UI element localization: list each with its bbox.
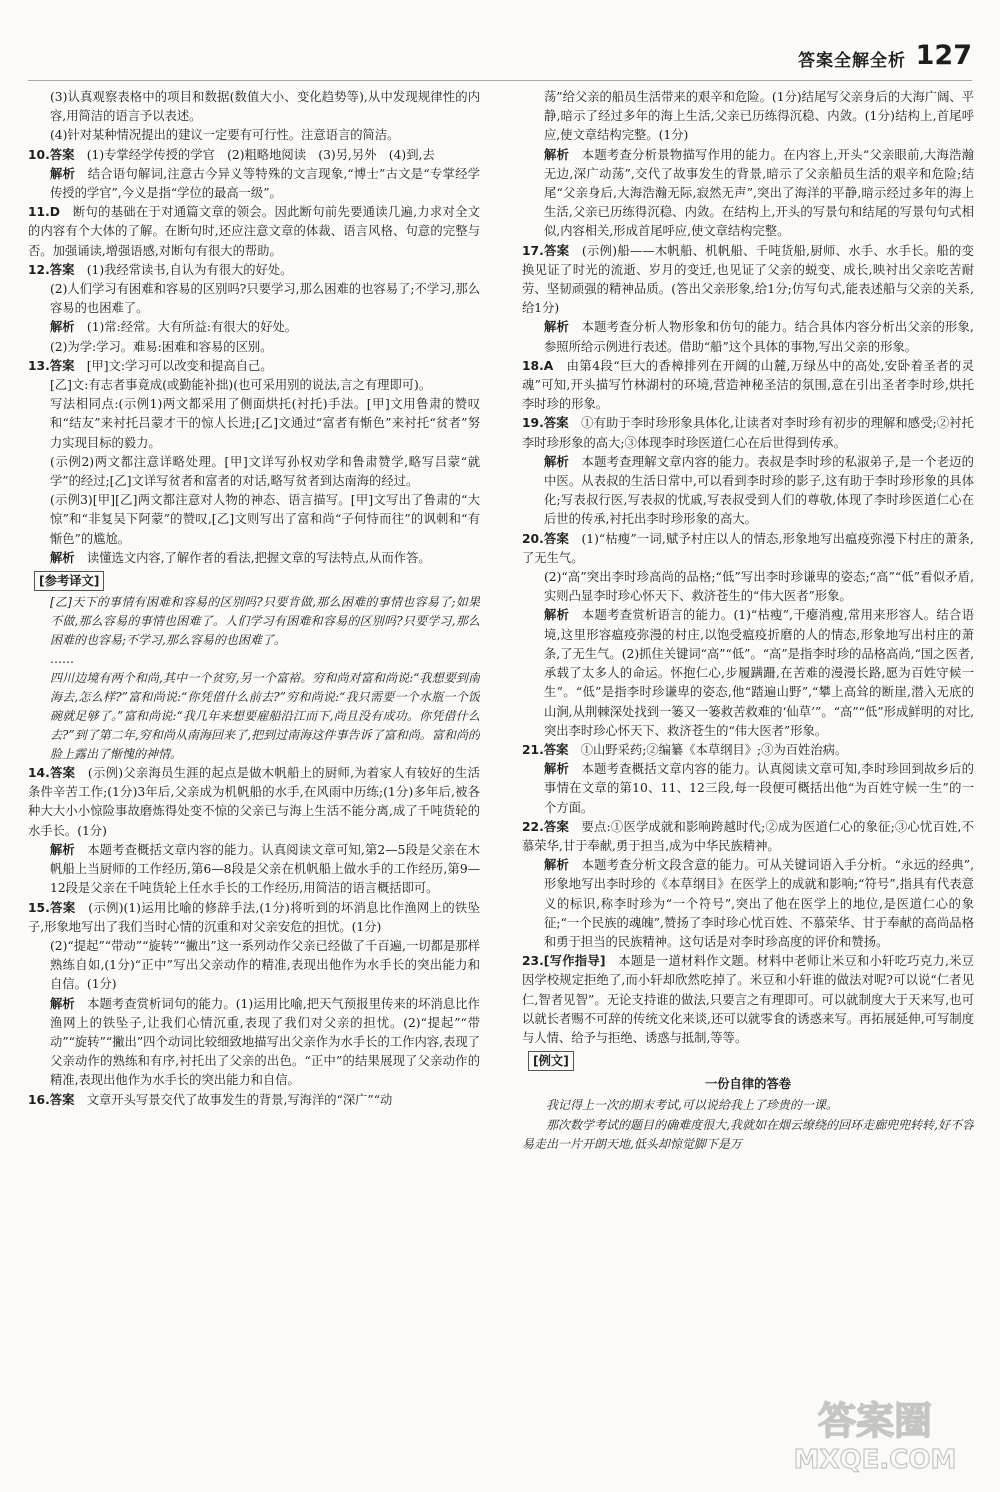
answer-text: 本题是一道材料作文题。材料中老师让米豆和小轩吃巧克力,米豆因学校规定拒绝了,而小轩却欣然吃掉了。米豆和小轩谁的做法对呢?可以说“仁者见仁,智者见智”。无论支持谁的做法,只要言之有理即可。可以就制度大于天来写,也可以就长者赐不可辞的传统文化来谈,还可以就零食的诱惑来写。再拓展延伸,可写制度与人情、给予与拒绝、诱惑与抵制,等等。	[522, 954, 974, 1045]
answer-text: (1)“枯瘦”一词,赋予村庄以人的情态,形象地写出瘟疫弥漫下村庄的萧条,了无生气。	[522, 531, 974, 565]
answer-label: 14.答案	[28, 766, 76, 781]
answer-paragraph	[28, 453, 480, 491]
answer-item	[522, 818, 974, 856]
answer-text: (1)专掌经学传授的学官 (2)粗略地阅读 (3)另,另外 (4)到,去	[86, 147, 435, 162]
answer-item	[522, 242, 974, 319]
answer-paragraph	[28, 88, 480, 126]
answer-item	[522, 952, 974, 1048]
answer-text: (4)针对某种情况提出的建议一定要有可行性。注意语言的简洁。	[50, 128, 400, 143]
answer-label: 13.答案	[28, 358, 75, 373]
watermark-url: MXQE.COM	[793, 1445, 957, 1475]
translation-paragraph: [乙]天下的事情有困难和容易的区别吗?只要肯做,那么困难的事情也容易了;如果不做,那么容易的事情也困难了。人们学习有困难和容易的区别吗?只要学习,那么困难的也容易;不学习,那么容易的也困难了。	[50, 595, 480, 648]
answer-paragraph	[522, 856, 974, 952]
answer-paragraph	[28, 376, 480, 395]
answer-label: 解析	[50, 996, 75, 1011]
essay-paragraph: 那次数学考试的题目的确难度很大,我就如在烟云缭绕的回环走廊兜兜转转,好不容易走出一片开朗天地,低头却惊觉脚下是万	[522, 1117, 974, 1151]
answer-item	[28, 357, 480, 376]
translation-paragraph: 四川边境有两个和尚,其中一个贫穷,另一个富裕。穷和尚对富和尚说:“我想要到南海去,怎么样?”富和尚说:“你凭借什么前去?”穷和尚说:“我只需要一个水瓶一个饭碗就足够了。”富和尚说:“我几年来想要雇船沿江而下,尚且没有成功。你凭借什么去?”到了第二年,穷和尚从南海回来了,把到过南海这件事告诉了富和尚。富和尚的脸上露出了惭愧的神情。	[50, 671, 480, 762]
answer-item	[522, 357, 974, 415]
answer-text: (示例)父亲海员生涯的起点是做木帆船上的厨师,为着家人有较好的生活条件辛苦工作;(1分)3年后,父亲成为机帆船的水手,在风雨中历练;(1分)多年后,被各种大大小小惊险事故磨炼得处变不惊的父亲已与海上生活不能分离,成了千吨货轮的水手长。(1分)	[28, 766, 480, 838]
watermark-text: 答案圈	[817, 1399, 933, 1443]
section-label: [例文]	[528, 1051, 574, 1071]
answer-label: 解析	[544, 608, 570, 623]
answer-paragraph	[28, 995, 480, 1091]
answer-label: 解析	[544, 858, 570, 873]
answer-label: 15.答案	[28, 900, 76, 915]
section-label-row	[28, 568, 480, 593]
answer-text: (示例)船——木帆船、机帆船、千吨货船,厨师、水手、水手长。船的变换见证了时光的流逝、岁月的变迁,也见证了父亲的蜕变、成长,映衬出父亲吃苦耐劳、坚韧顽强的精神品质。(答出父亲形象,给1分;仿写句式,能表述船与父亲的关系,给1分)	[522, 243, 974, 316]
answer-paragraph	[28, 338, 480, 357]
answer-label: 解析	[544, 762, 570, 777]
answer-text: 本题考查分析文段含意的能力。可从关键词语入手分析。“永远的经典”,形象地写出李时珍的《本草纲目》在医学上的成就和影响;“符号”,指具有代表意义的标识,称李时珍为“一个符号”,突出了他在医学上的地位,是医道仁心的象征;“一个民族的魂魄”,赞扬了李时珍心忧百姓、不慕荣华、甘于奉献的高尚品格和勇于担当的民族精神。这句话是对李时珍高度的评价和赞扬。	[544, 858, 974, 949]
answer-text: (2)人们学习有困难和容易的区别吗?只要学习,那么困难的也容易了;不学习,那么容易的也困难了。	[50, 282, 480, 316]
answer-text: 荡”给父亲的船员生活带来的艰辛和危险。(1分)结尾写父亲身后的大海广阔、平静,暗示了经过多年的海上生活,父亲已历练得沉稳、内敛。(1分)结构上,首尾呼应,使文章结构完整。(1分)	[544, 90, 974, 143]
answer-label: 解析	[544, 320, 570, 335]
answer-text: ①山野采药;②编纂《本草纲目》;③为百姓治病。	[580, 742, 848, 757]
answer-text: 文章开头写景交代了故事发生的背景,写海洋的“深广”“动	[86, 1092, 393, 1107]
answer-paragraph	[28, 165, 480, 203]
answer-item	[522, 530, 974, 568]
answer-paragraph	[522, 568, 974, 606]
answer-label: 22.答案	[522, 819, 570, 834]
answer-text: 本题考查理解文章内容的能力。表叔是李时珍的私淑弟子,是一个老迈的中医。从表叔的生活日常中,可以看到李时珍的影子,这有助于李时珍形象的具体化;写表叔行医,写表叔的忧戚,写表叔受到人们的尊敬,体现了李时珍医道仁心在后世的传承,衬托出李时珍形象的高大。	[544, 454, 974, 527]
answer-text: 断句的基础在于对通篇文章的领会。因此断句前先要通读几遍,力求对全文的内容有个大体的了解。在断句时,还应注意文章的体裁、语言风格、句意的完整与否。加强诵读,增强语感,对断句有很大的帮助。	[28, 205, 480, 258]
answer-paragraph	[28, 126, 480, 145]
answer-label: 17.答案	[522, 243, 570, 258]
page-header	[28, 40, 972, 81]
answer-text: (2)“高”突出李时珍高尚的品格;“低”写出李时珍谦卑的姿态;“高”“低”看似矛盾,实则凸显李时珍心怀天下、救济苍生的“伟大医者”形象。	[544, 570, 974, 604]
answer-paragraph	[522, 88, 974, 146]
answer-item	[28, 899, 480, 937]
answer-item	[28, 764, 480, 841]
answer-label: 20.答案	[522, 531, 569, 546]
answer-paragraph	[28, 841, 480, 899]
answer-item	[28, 146, 480, 165]
answer-label: 解析	[50, 166, 76, 181]
answer-label: 解析	[50, 550, 75, 565]
answer-text: [乙]文:有志者事竟成(或勤能补拙)(也可采用别的说法,言之有理即可)。	[50, 378, 432, 393]
answer-text: (3)认真观察表格中的项目和数据(数值大小、变化趋势等),从中发现规律性的内容,用简洁的语言予以表述。	[50, 90, 480, 124]
answer-label: 解析	[50, 842, 75, 857]
answer-text: 结合语句解词,注意古今异义等特殊的文言现象,“博士”古文是“专掌经学传授的学官”,今义是指“学位的最高一级”。	[50, 166, 480, 201]
translation-paragraph: ……	[50, 652, 74, 667]
answer-text: 要点:①医学成就和影响跨越时代;②成为医道仁心的象征;③心忧百姓,不慕荣华,甘于奉献,勇于担当,成为中华民族精神。	[522, 819, 974, 853]
answer-text: (1)常:经常。大有所益:有很大的好处。	[86, 320, 298, 335]
answer-paragraph	[28, 318, 480, 337]
answer-item	[28, 261, 480, 280]
answer-label: 19.答案	[522, 416, 569, 431]
answer-text: 本题考查概括文章内容的能力。认真阅读文章可知,第2—5段是父亲在木帆船上当厨师的工作经历,第6—8段是父亲在机帆船上做水手的工作经历,第9—12段是父亲在千吨货轮上任水手长的工作经历,用简洁的语言概括即可。	[50, 842, 480, 896]
answer-label: 16.答案	[28, 1092, 75, 1107]
page-number: 127	[915, 40, 972, 71]
answer-label: 解析	[544, 147, 570, 162]
answer-label: 11.D	[28, 205, 60, 220]
answer-text: (示例)(1)运用比喻的修辞手法,(1分)将听到的坏消息比作渔网上的铁坠子,形象地写出了我们当时心情的沉重和对父亲安危的担忧。(1分)	[28, 900, 480, 934]
answer-label: 23.[写作指导]	[522, 954, 606, 969]
answer-text: [甲]文:学习可以改变和提高自己。	[86, 358, 273, 373]
right-column	[522, 88, 974, 1478]
answer-paragraph	[522, 146, 974, 242]
answer-paragraph	[28, 395, 480, 453]
answer-text: 写法相同点:(示例1)两文都采用了侧面烘托(衬托)手法。[甲]文用鲁肃的赞叹和“结友”来衬托吕蒙才干的惊人长进;[乙]文通过“富者有惭色”来衬托“贫者”努力实现目标的毅力。	[50, 397, 480, 450]
answer-paragraph	[522, 453, 974, 530]
answer-paragraph	[522, 760, 974, 818]
answer-text: (示例3)[甲][乙]两文都注意对人物的神态、语言描写。[甲]文写出了鲁肃的“大惊”和“非复吴下阿蒙”的赞叹,[乙]文则写出了富和尚“子何恃而往”的讽刺和“有惭色”的尴尬。	[50, 493, 480, 546]
answer-paragraph	[28, 491, 480, 549]
answer-text: (2)“提起”“带动”“旋转”“撇出”这一系列动作父亲已经做了千百遍,一切都是那样熟练自如,(1分)“正中”写出父亲动作的精准,表现出他作为水手长的突出能力和自信。(1分)	[50, 938, 480, 992]
answer-item	[522, 414, 974, 452]
answer-text: (1)我经常读书,自认为有很大的好处。	[86, 262, 293, 277]
essay-title: 一份自律的答卷	[704, 1077, 792, 1092]
answer-item	[522, 741, 974, 760]
answer-label: 解析	[50, 320, 75, 335]
answer-text: 本题考查概括文章内容的能力。认真阅读文章可知,李时珍回到故乡后的事情在文章的第10、11、12三段,每一段便可概括出他“为百姓守候一生”的一个方面。	[544, 762, 974, 815]
answer-label: 18.A	[522, 358, 554, 373]
left-column	[28, 88, 480, 1478]
answer-text: (示例2)两文都注意详略处理。[甲]文详写孙权劝学和鲁肃赞学,略写吕蒙“就学”的经过;[乙]文详写贫者和富者的对话,略写贫者到达南海的经过。	[50, 454, 480, 489]
answer-label: 21.答案	[522, 742, 569, 757]
answer-text: ①有助于李时珍形象具体化,让读者对李时珍有初步的理解和感受;②衬托李时珍形象的高大;③体现李时珍医道仁心在后世得到传承。	[522, 416, 974, 450]
answer-text: 本题考查赏析词句的能力。(1)运用比喻,把天气预报里传来的坏消息比作渔网上的铁坠子,让我们心情沉重,表现了我们对父亲的担忧。(2)“提起”“带动”“旋转”“撇出”四个动词比较细致地描写出父亲作为水手长的工作内容,表现了父亲动作的熟练和有序,衬托出了父亲的出色。“正中”的结果展现了父亲动作的精准,表现出他作为水手长的突出能力和自信。	[50, 996, 480, 1088]
section-label-row	[522, 1048, 974, 1073]
answer-label: 12.答案	[28, 262, 75, 277]
answer-item	[28, 203, 480, 261]
answer-item	[28, 1091, 480, 1110]
answer-paragraph	[28, 937, 480, 995]
answer-text: 由第4段“巨大的香樟排列在开阔的山麓,万绿丛中的高处,安卧着圣者的灵魂”可知,开头描写竹林湖村的环境,营造神秘圣洁的氛围,意在引出圣者李时珍,烘托李时珍的形象。	[522, 358, 974, 412]
answer-text: 本题考查分析景物描写作用的能力。在内容上,开头“父亲眼前,大海浩瀚无边,深广动荡”,交代了故事发生的背景,暗示了父亲船员生活的艰辛和危险;结尾“父亲身后,大海浩瀚无际,寂然无声”,突出了海洋的平静,暗示经过多年的海上生活,父亲已历练得沉稳、内敛。在结构上,开头的写景句和结尾的写景句句式相似,内容相关,形成首尾呼应,使文章结构完整。	[544, 147, 974, 239]
essay-paragraph: 我记得上一次的期末考试,可以说给我上了珍贵的一课。	[546, 1098, 838, 1113]
answer-text: 本题考查分析人物形象和仿句的能力。结合具体内容分析出父亲的形象,参照所给示例进行表述。借助“船”这个具体的事物,写出父亲的形象。	[544, 320, 974, 354]
header-title: 答案全解全析	[798, 51, 906, 71]
answer-label: 10.答案	[28, 147, 75, 162]
answer-paragraph	[522, 318, 974, 356]
answer-text: 本题考查赏析语言的能力。(1)“枯瘦”,干瘪消瘦,常用来形容人。结合语境,这里形容瘟疫弥漫的村庄,以饱受瘟疫折磨的人的情态,形象地写出村庄的萧条,了无生气。(2)抓住关键词“高”“低”。“高”是指李时珍的品格高尚,“国之医者,承载了太多人的命运。怀抱仁心,步履蹒跚,在苦难的漫漫长路,愿为百姓守候一生”。“低”是指李时珍谦卑的姿态,他“踏遍山野”,“攀上高耸的断崖,潜入无底的山涧,从荆棘深处找到一篓又一篓救苦救难的‘仙草’”。“高”“低”形成鲜明的对比,突出李时珍心怀天下、救济苍生的“伟大医者”形象。	[544, 608, 974, 738]
answer-paragraph	[522, 606, 974, 740]
answer-text: (2)为学:学习。难易:困难和容易的区别。	[50, 339, 273, 354]
answer-text: 读懂选文内容,了解作者的看法,把握文章的写法特点,从而作答。	[86, 550, 431, 565]
answer-label: 解析	[544, 454, 570, 469]
answer-paragraph	[28, 280, 480, 318]
answer-paragraph	[28, 549, 480, 568]
section-label: [参考译文]	[34, 571, 104, 591]
